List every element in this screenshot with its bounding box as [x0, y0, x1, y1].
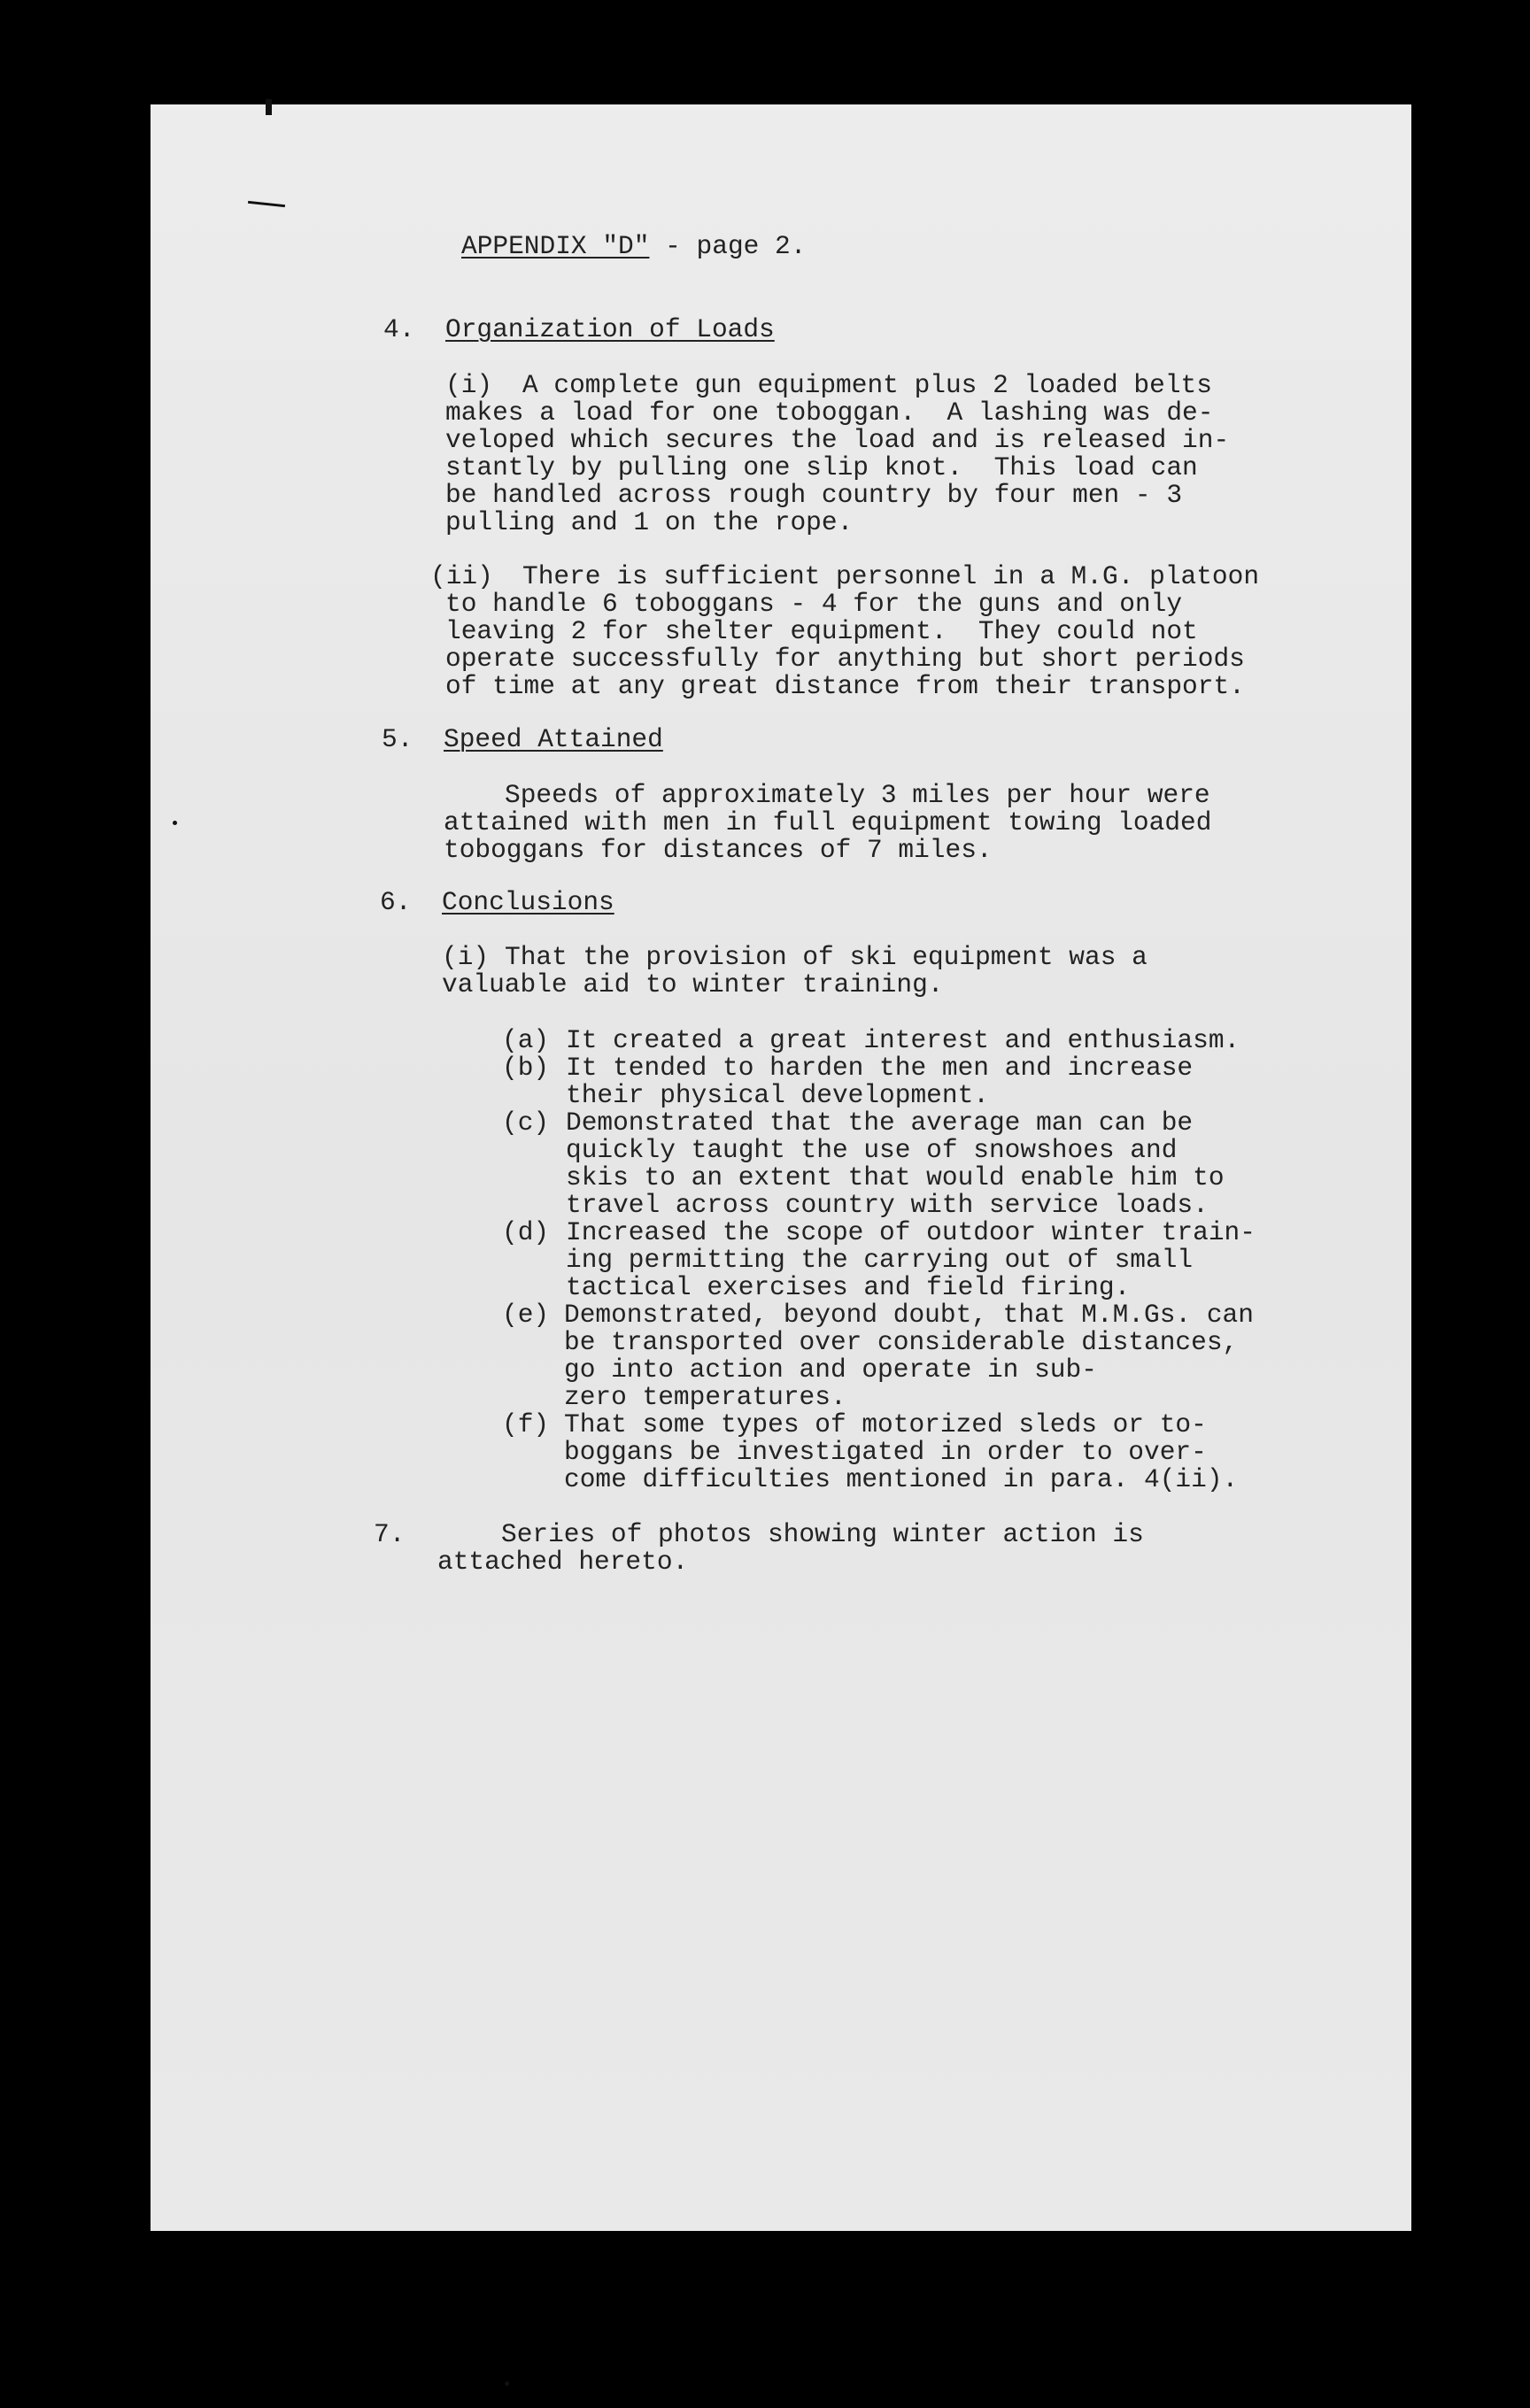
paragraph-line: attached hereto.	[437, 1547, 689, 1577]
paragraph-label: (i)	[442, 942, 490, 972]
list-item-line: go into action and operate in sub-	[564, 1354, 1097, 1385]
paragraph-line: of time at any great distance from their transport.	[445, 671, 1245, 701]
paragraph-label: (i)	[445, 370, 493, 400]
section-number: 6.	[380, 887, 412, 917]
paragraph-line: attained with men in full equipment towing loaded	[444, 807, 1212, 837]
list-item-line: their physical development.	[566, 1080, 989, 1110]
paragraph-line: operate successfully for anything but short periods	[445, 644, 1245, 674]
paragraph-line: makes a load for one toboggan. A lashing was de-	[445, 397, 1214, 428]
paragraph-line: A complete gun equipment plus 2 loaded belts	[522, 370, 1212, 400]
list-item-label: (f)	[502, 1409, 550, 1439]
list-item-line: be transported over considerable distances,	[564, 1327, 1239, 1357]
scan-dot	[173, 821, 177, 825]
section-heading: Conclusions	[442, 887, 614, 917]
paragraph-line: stantly by pulling one slip knot. This load can	[445, 452, 1198, 482]
paragraph-line: be handled across rough country by four men - 3	[445, 480, 1183, 510]
list-item-line: That some types of motorized sleds or to-	[564, 1409, 1207, 1439]
list-item-line: It created a great interest and enthusiasm.	[566, 1025, 1240, 1055]
section-number: 4.	[383, 314, 415, 344]
scan-mark	[266, 99, 272, 115]
list-item-label: (b)	[502, 1053, 550, 1083]
paragraph-line: That the provision of ski equipment was a	[505, 942, 1148, 972]
appendix-title: APPENDIX "D"	[461, 231, 650, 261]
paragraph-line: pulling and 1 on the rope.	[445, 507, 854, 537]
list-item-line: tactical exercises and field firing.	[566, 1272, 1131, 1302]
section-heading: Speed Attained	[444, 724, 663, 754]
list-item-line: travel across country with service loads.	[566, 1190, 1209, 1220]
list-item-line: ing permitting the carrying out of small	[566, 1245, 1194, 1275]
scan-dot	[505, 2381, 509, 2386]
section-number: 7.	[374, 1519, 406, 1549]
list-item-line: Demonstrated that the average man can be	[566, 1108, 1194, 1138]
list-item-line: quickly taught the use of snowshoes and	[566, 1135, 1178, 1165]
page-number: - page 2.	[649, 231, 807, 261]
list-item-line: Increased the scope of outdoor winter train-	[566, 1217, 1256, 1247]
paragraph-line: Series of photos showing winter action is	[501, 1519, 1144, 1549]
list-item-label: (c)	[502, 1108, 550, 1138]
paragraph-line: veloped which secures the load and is released in-	[445, 425, 1230, 455]
list-item-line: skis to an extent that would enable him to	[566, 1162, 1225, 1192]
paragraph-line: toboggans for distances of 7 miles.	[444, 835, 993, 865]
paragraph-line: to handle 6 toboggans - 4 for the guns and only	[445, 589, 1183, 619]
list-item-line: come difficulties mentioned in para. 4(ii).	[564, 1464, 1239, 1494]
list-item-line: zero temperatures.	[564, 1382, 846, 1412]
paragraph-line: There is sufficient personnel in a M.G. platoon	[522, 561, 1260, 591]
list-item-line: boggans be investigated in order to over-	[564, 1437, 1207, 1467]
section-heading: Organization of Loads	[445, 314, 775, 344]
paragraph-line: Speeds of approximately 3 miles per hour were	[505, 780, 1210, 810]
list-item-label: (e)	[502, 1300, 550, 1330]
list-item-label: (d)	[502, 1217, 550, 1247]
page-header	[461, 233, 806, 260]
paragraph-line: leaving 2 for shelter equipment. They could not	[445, 616, 1198, 646]
list-item-label: (a)	[502, 1025, 550, 1055]
list-item-line: Demonstrated, beyond doubt, that M.M.Gs. can	[564, 1300, 1254, 1330]
list-item-line: It tended to harden the men and increase	[566, 1053, 1194, 1083]
paragraph-line: valuable aid to winter training.	[442, 969, 944, 999]
paragraph-label: (ii)	[430, 561, 493, 591]
section-number: 5.	[382, 724, 413, 754]
